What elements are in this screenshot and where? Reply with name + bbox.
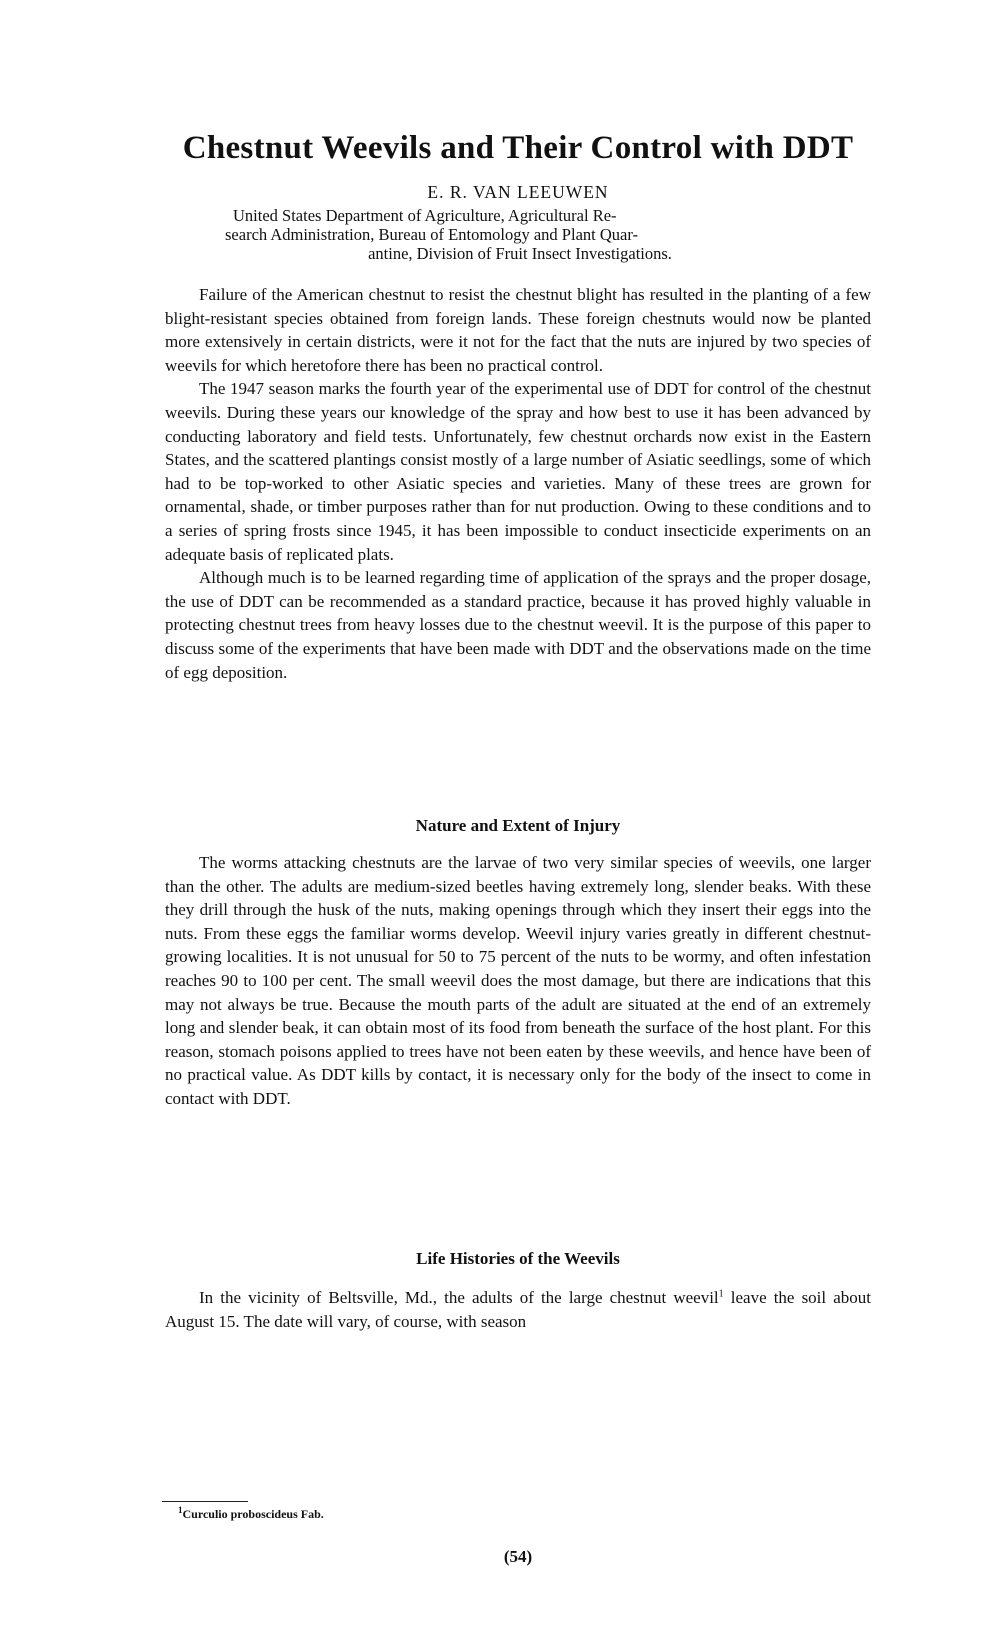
footnote-text: Curculio proboscideus Fab. <box>182 1507 324 1521</box>
life-histories-text-end: leave the soil about August 15. The date will vary, of course, with season <box>165 1288 871 1331</box>
article-title: Chestnut Weevils and Their Control with DDT <box>182 130 854 166</box>
injury-paragraph: The worms attacking chestnuts are the larvae of two very similar species of weevils, one larger than the other. The adults are medium-sized beetles having extremely long, slender beaks. With these they drill through the husk of the nuts, making openings through which they insert their eggs into the nuts. From these eggs the familiar worms develop. Weevil injury varies greatly in different chestnut-growing localities. It is not unusual for 50 to 75 percent of the nuts to be wormy, and often infestation reaches 90 to 100 per cent. The small weevil does the most damage, but there are indications that this may not always be true. Because the mouth parts of the adult are situated at the end of an extremely long and slender beak, it can obtain most of its food from beneath the surface of the host plant. For this reason, stomach poisons applied to trees have not been eaten by these weevils, and hence have been of no practical value. As DDT kills by contact, it is necessary only for the body of the insect to come in contact with DDT. <box>165 853 871 1108</box>
footnote <box>178 1506 324 1522</box>
article-author: E. R. VAN LEEUWEN <box>427 182 609 202</box>
injury-section <box>165 851 871 1111</box>
section-heading-injury: Nature and Extent of Injury <box>415 816 621 835</box>
intro-paragraph-1: Failure of the American chestnut to resist the chestnut blight has resulted in the planting of a few blight-resistant species obtained from foreign lands. These foreign chestnuts would now be planted more extensively in certain districts, were it not for the fact that the nuts are injured by two species of weevils for which heretofore there has been no practical control. <box>165 285 871 375</box>
intro-paragraph-3: Although much is to be learned regarding time of application of the sprays and the proper dosage, the use of DDT can be recommended as a standard practice, because it has proved highly valuable in protecting chestnut trees from heavy losses due to the chestnut weevil. It is the purpose of this paper to discuss some of the experiments that have been made with DDT and the observations made on the time of egg deposition. <box>165 568 871 682</box>
affiliation-line-1: United States Department of Agriculture, Agricultural Re- <box>233 206 617 225</box>
footnote-divider <box>162 1501 248 1502</box>
life-histories-text-start: In the vicinity of Beltsville, Md., the adults of the large chestnut weevil <box>199 1288 719 1307</box>
page-number: (54) <box>503 1547 533 1566</box>
footnote-reference: 1 <box>718 1288 724 1300</box>
intro-section <box>165 283 871 684</box>
author-affiliation <box>225 206 815 263</box>
footnote-mark: 1 <box>178 1505 183 1515</box>
section-heading-life-histories: Life Histories of the Weevils <box>416 1249 620 1268</box>
life-histories-section <box>165 1286 871 1333</box>
affiliation-line-3: antine, Division of Fruit Insect Investigations. <box>368 244 672 263</box>
life-histories-paragraph <box>165 1286 871 1333</box>
affiliation-line-2: search Administration, Bureau of Entomology and Plant Quar- <box>225 225 638 244</box>
intro-paragraph-2: The 1947 season marks the fourth year of the experimental use of DDT for control of the chestnut weevils. During these years our knowledge of the spray and how best to use it has been advanced by conducting laboratory and field tests. Unfortunately, few chestnut orchards now exist in the Eastern States, and the scattered plantings consist mostly of a large number of Asiatic seedlings, some of which had to be top-worked to other Asiatic species and varieties. Many of these trees are grown for ornamental, shade, or timber purposes rather than for nut production. Owing to these conditions and to a series of spring frosts since 1945, it has been impossible to conduct insecticide experiments on an adequate basis of replicated plats. <box>165 379 871 564</box>
